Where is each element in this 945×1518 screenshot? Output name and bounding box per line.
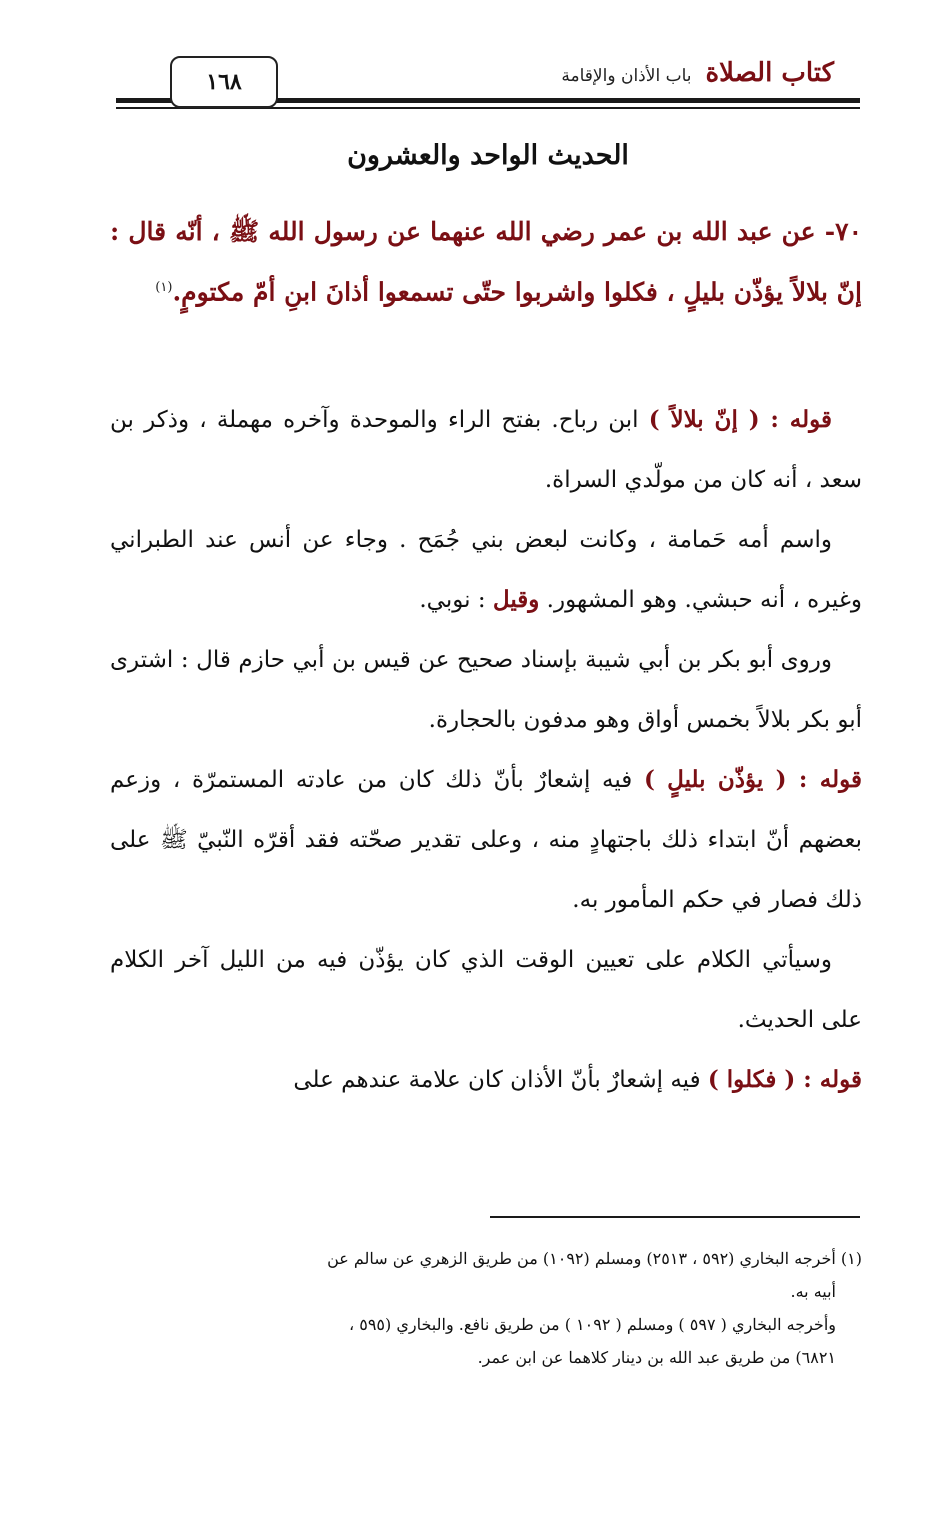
running-title — [561, 58, 834, 88]
commentary-text: واسم أمه حَمامة ، وكانت لبعض بني جُمَح . وجاء عن أنس عند الطبراني وغيره ، أنه حبشي. وهو المشهور. — [110, 527, 862, 613]
commentary-text: وروى أبو بكر بن أبي شيبة بإسناد صحيح عن قيس بن أبي حازم قال : اشترى أبو بكر بلالاً بخمس أواق وهو مدفون بالحجارة. — [110, 647, 862, 733]
commentary-paragraph — [110, 510, 862, 630]
footnote-line: (١) أخرجه البخاري (٥٩٢ ، ٢٥١٣) ومسلم (١٠٩٢) من طريق الزهري عن سالم عن — [327, 1249, 862, 1268]
book-title: كتاب الصلاة — [705, 58, 834, 88]
chapter-title: باب الأذان والإقامة — [561, 66, 692, 86]
commentary-lead: قوله : ( يؤذّن بليلٍ ) — [643, 766, 862, 793]
commentary-paragraph — [110, 390, 862, 510]
section-heading: الحديث الواحد والعشرون — [347, 140, 629, 171]
footnotes — [112, 1242, 862, 1374]
commentary-text: ابن رباح. بفتح الراء والموحدة وآخره مهملة ، وذكر بن سعد ، أنه كان من مولّدي السراة. — [110, 407, 862, 493]
commentary-text: فيه إشعارٌ بأنّ الأذان كان علامة عندهم على — [293, 1067, 708, 1093]
commentary-text: : نوبي. — [419, 587, 493, 613]
footnote-line: أبيه به. — [790, 1282, 836, 1301]
commentary-paragraph — [110, 630, 862, 750]
commentary-lead: قوله : ( إنّ بلالاً ) — [648, 406, 832, 433]
page-number: ١٦٨ — [170, 56, 278, 108]
commentary-paragraph — [110, 930, 862, 1050]
hadith-body: ٧٠- عن عبد الله بن عمر رضي الله عنهما عن رسول الله ﷺ ، أنّه قال : إنّ بلالاً يؤذّن بليلٍ ، فكلوا واشربوا حتّى تسمعوا أذانَ ابنِ أمّ مكتومٍ. — [110, 217, 862, 307]
commentary — [110, 390, 862, 1110]
commentary-paragraph — [110, 1050, 862, 1110]
commentary-keyword: وقيل — [492, 586, 540, 613]
footnote-line: ٦٨٢١) من طريق عبد الله بن دينار كلاهما عن ابن عمر. — [477, 1348, 836, 1367]
footnote-reference: (١) — [155, 280, 173, 295]
footnote-separator — [490, 1216, 860, 1218]
commentary-text: وسيأتي الكلام على تعيين الوقت الذي كان يؤذّن فيه من الليل آخر الكلام على الحديث. — [110, 947, 862, 1033]
footnote-line: وأخرجه البخاري ( ٥٩٧ ) ومسلم ( ١٠٩٢ ) من طريق نافع. والبخاري (٥٩٥ ، — [348, 1315, 836, 1334]
hadith-text — [110, 204, 862, 320]
commentary-lead: قوله : ( فكلوا ) — [707, 1066, 862, 1093]
commentary-paragraph — [110, 750, 862, 930]
commentary-text: فيه إشعارٌ بأنّ ذلك كان من عادته المستمرّة ، وزعم بعضهم أنّ ابتداء ذلك باجتهادٍ منه ، وعلى تقدير صحّته فقد أقرّه النّبيّ ﷺ على ذلك فصار في حكم المأمور به. — [110, 767, 862, 913]
